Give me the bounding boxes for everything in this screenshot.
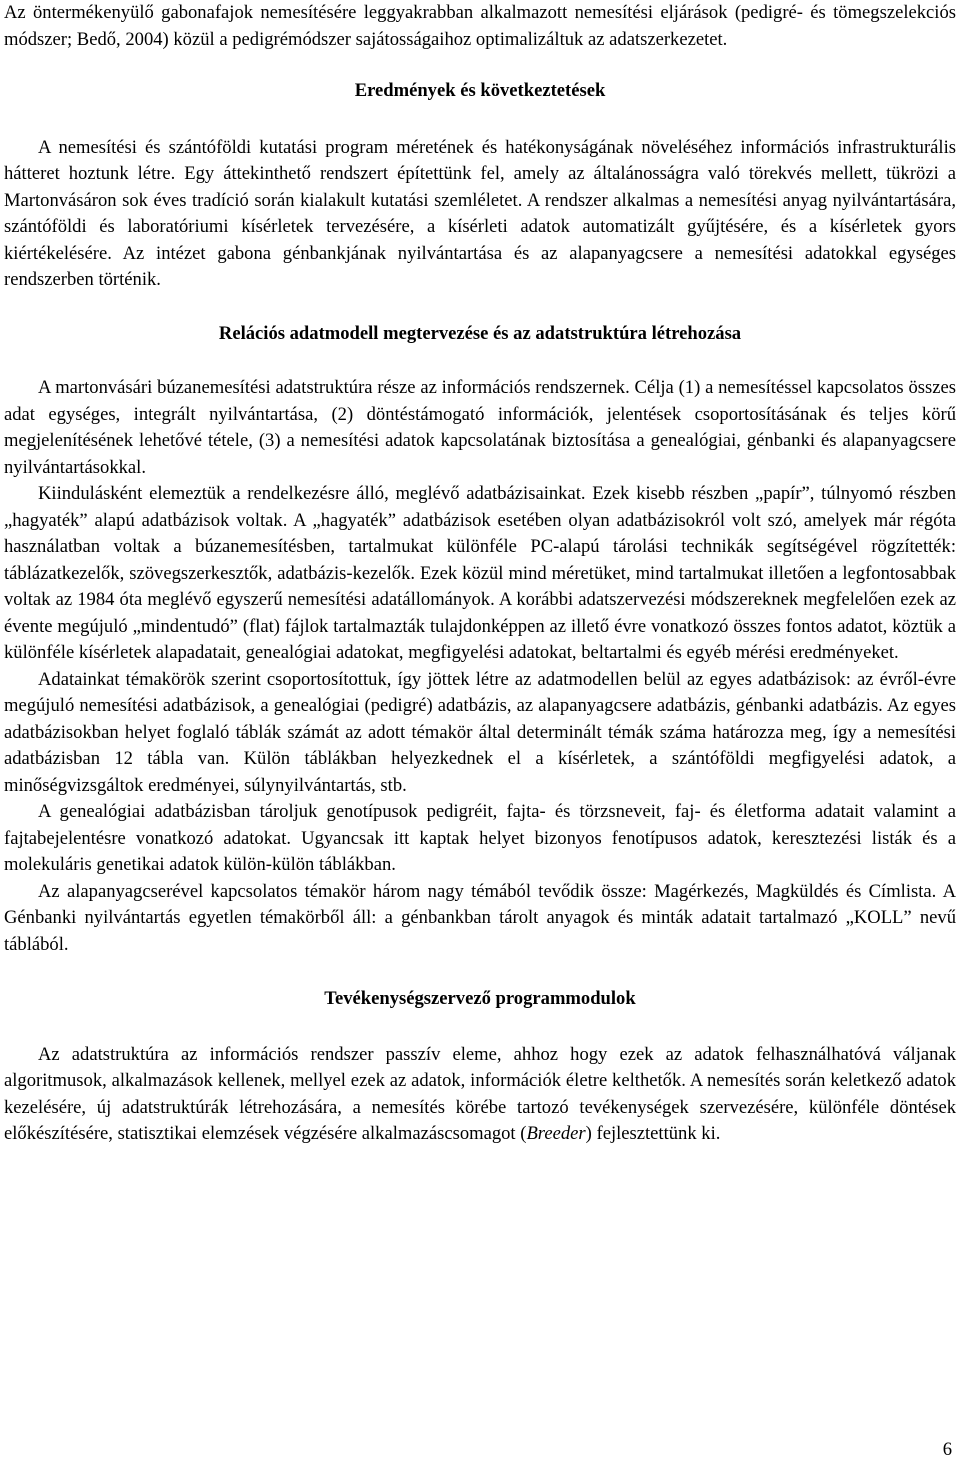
intro-paragraph: Az öntermékenyülő gabonafajok nemesítésére leggyakrabban alkalmazott nemesítési eljárások (pedigré- és tömegszelekciós módszer; Bedő, 2004) közül a pedigrémódszer sajátosságaihoz optimalizáltuk az adatszerkezetet. xyxy=(4,2,956,50)
relational-model-heading: Relációs adatmodell megtervezése és az adatstruktúra létrehozása xyxy=(218,322,742,344)
modules-text-start: Az adatstruktúra az információs rendszer passzív eleme, ahhoz hogy ezek az adatok felhasználhatóvá váljanak algoritmusok, alkalmazások kellenek, mellyel ezek az adatok, információk életre kelthetők. A nemesítés során keletkező adatok kezelésére, új adatstruktúrák létrehozására, a nemesítés körébe tartozó tevékenységek szervezésére, különféle döntések előkészítésére, statisztikai elemzések végzésére alkalmazáscsomagot ( xyxy=(4,1043,956,1144)
document-page xyxy=(4,0,956,1148)
relational-paragraph-5: Az alapanyagcserével kapcsolatos témakör három nagy témából tevődik össze: Magérkezés, Magküldés és Címlista. A Génbanki nyilvántartás egyetlen témakörből áll: a génbankban tárolt anyagok és minták adatait tartalmazó „KOLL” nevű táblából. xyxy=(4,880,956,955)
program-modules-heading: Tevékenységszervező programmodulok xyxy=(324,988,636,1009)
results-heading: Eredmények és következtetések xyxy=(354,80,606,101)
modules-text-end: ) fejlesztettünk ki. xyxy=(585,1123,721,1144)
breeder-software-name: Breeder xyxy=(526,1123,586,1144)
program-modules-paragraph xyxy=(4,1042,956,1148)
relational-paragraph-1: A martonvásári búzanemesítési adatstruktúra része az információs rendszernek. Célja (1) a nemesítéssel kapcsolatos összes adat egységes, integrált nyilvántartása, (2) döntéstámogató információk, jelentések csoportosításának és teljes körű megjelenítésének lehetővé tétele, (3) a nemesítési adatok kapcsolatának biztosítása a genealógiai, génbanki és alapanyagcsere nyilvántartásokkal. xyxy=(4,377,956,478)
results-paragraph: A nemesítési és szántóföldi kutatási program méretének és hatékonyságának növeléséhez információs infrastrukturális hátteret hoztunk létre. Egy áttekinthető rendszert építettünk fel, amely az általánosságra való törekvés mellett, tükrözi a Martonvásáron sok éves tradíció során kialakult kutatási szemléletet. A rendszer alkalmas a nemesítési anyag nyilvántartására, szántóföldi és laboratóriumi kísérletek tervezésére, a kísérleti adatok automatizált gyűjtésére, és a kísérletek gyors kiértékelésére. Az intézet gabona génbankjának nyilvántartása és az alapanyagcsere a nemesítési adatokkal egységes rendszerben történik. xyxy=(4,136,956,290)
page-number: 6 xyxy=(942,1439,952,1460)
relational-paragraph-3: Adatainkat témakörök szerint csoportosítottuk, így jöttek létre az adatmodellen belül az egyes adatbázisok: az évről-évre megújuló nemesítési adatbázisok, a genealógiai (pedigré) adatbázis, az alapanyagcsere adatbázis, génbanki adatbázis. Az egyes adatbázisokban helyet foglaló táblák számát az adott témakör által determinált témák száma határozza meg, így a nemesítési adatbázisban 12 tábla van. Külön táblákban helyezkednek el a kísérletek, a szántóföldi megfigyelési adatok, a minőségvizsgáltok eredményei, súlynyilvántartás, stb. xyxy=(4,668,956,796)
relational-paragraph-4: A genealógiai adatbázisban tároljuk genotípusok pedigréit, fajta- és törzsneveit, faj- és életforma adatait valamint a fajtabejelentésre vonatkozó adatokat. Ugyancsak itt kaptak helyet bizonyos fenotípusos adatok, keresztezési listák és a molekuláris genetikai adatok külön-külön táblákban. xyxy=(4,801,956,875)
relational-paragraph-2: Kiindulásként elemeztük a rendelkezésre álló, meglévő adatbázisainkat. Ezek kisebb részben „papír”, túlnyomó részben „hagyaték” alapú adatbázisok voltak. A „hagyaték” adatbázisok esetében olyan adatbázisokról volt szó, amelyek már régóta használatban voltak a búzanemesítésben, tartalmukat különféle PC-alapú tárolási technikák segítségével rögzítették: táblázatkezelők, szövegszerkesztők, adatbázis-kezelők. Ezek közül mind méretüket, mind tartalmukat illetően a legfontosabbak voltak az 1984 óta meglévő egyszerű nemesítési adatállományok. A korábbi adatszervezési módszereknek megfelelően ezek az évente megújuló „mindentudó” (flat) fájlok tartalmazták tulajdonképpen az illető évre vonatkozó összes fontos adatot, köztük a különféle kísérletek alapadatait, genealógiai adatokat, megfigyelési adatokat, beltartalmi és egyéb mérési eredményeket. xyxy=(4,483,956,663)
